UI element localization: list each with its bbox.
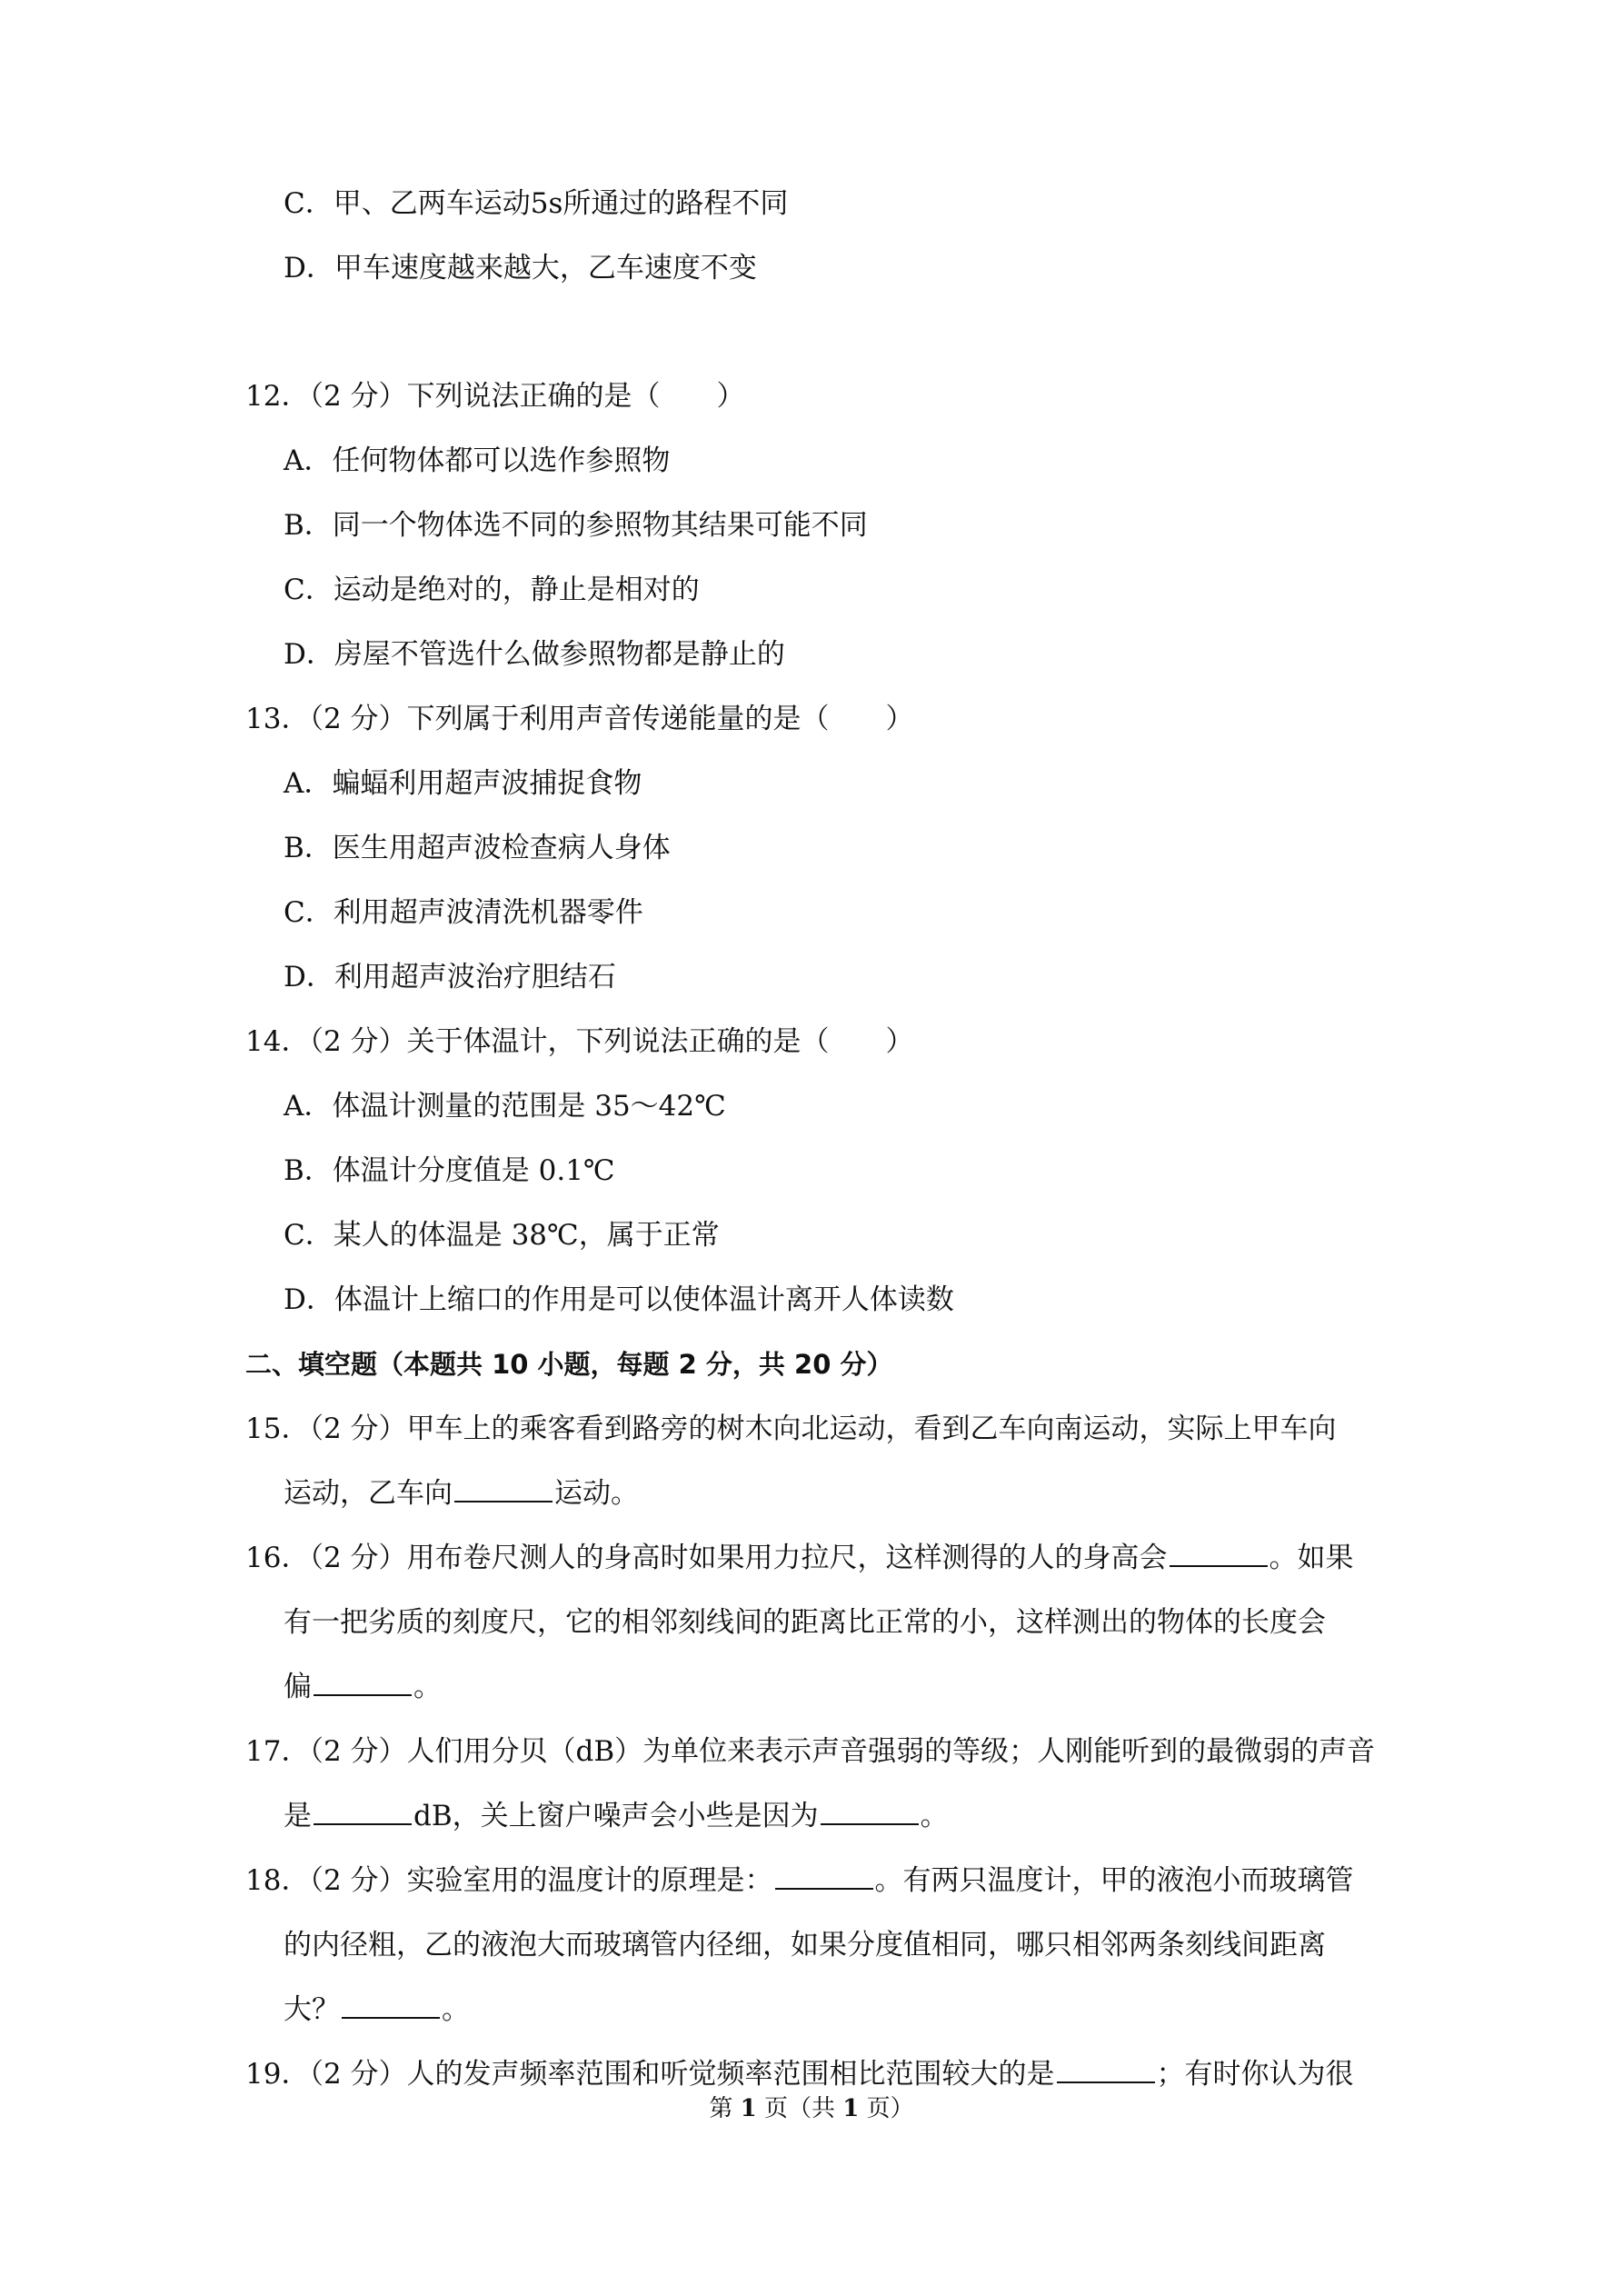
q16-text-c: 偏 bbox=[284, 1671, 312, 1703]
q15-answer-blank[interactable] bbox=[454, 1473, 553, 1502]
q14-option-b: B．体温计分度值是 0.1℃ bbox=[284, 1154, 615, 1187]
q13-stem: 13．（2 分）下列属于利用声音传递能量的是（ ） bbox=[245, 703, 914, 735]
q11-option-d-text: 甲车速度越来越大，乙车速度不变 bbox=[334, 252, 757, 285]
q17-answer-blank-2[interactable] bbox=[821, 1796, 919, 1825]
q18-answer-blank-1[interactable] bbox=[775, 1861, 873, 1890]
q14-stem: 14．（2 分）关于体温计，下列说法正确的是（ ） bbox=[245, 1025, 914, 1058]
q11-option-d bbox=[284, 248, 757, 288]
q15-line-2 bbox=[284, 1473, 639, 1513]
q17-line-2 bbox=[284, 1796, 949, 1836]
q17-line-1: 17．（2 分）人们用分贝（dB）为单位来表示声音强弱的等级；人刚能听到的最微弱的声音 bbox=[245, 1735, 1376, 1768]
q15-text-a: 运动，乙车向 bbox=[284, 1477, 453, 1510]
q16-answer-blank-1[interactable] bbox=[1170, 1538, 1268, 1567]
q16-text-d: 。 bbox=[413, 1671, 442, 1703]
q18-text-b: 。有两只温度计，甲的液泡小而玻璃管 bbox=[874, 1864, 1354, 1897]
section-2-title: 二、填空题（本题共 10 小题，每题 2 分，共 20 分） bbox=[245, 1349, 893, 1380]
q17-answer-blank-1[interactable] bbox=[314, 1796, 412, 1825]
q16-text-a: 16．（2 分）用布卷尺测人的身高时如果用力拉尺，这样测得的人的身高会 bbox=[245, 1542, 1168, 1574]
q16-line-3 bbox=[284, 1667, 442, 1707]
q18-text-d: 。 bbox=[442, 1993, 470, 2026]
q19-text-b: ；有时你认为很 bbox=[1156, 2058, 1354, 2091]
q18-answer-blank-2[interactable] bbox=[342, 1990, 440, 2019]
q11-option-d-letter: D． bbox=[284, 252, 334, 285]
q18-line-1 bbox=[245, 1861, 1354, 1901]
footer-middle: 页（共 bbox=[763, 2095, 835, 2122]
q12-stem: 12．（2 分）下列说法正确的是（ ） bbox=[245, 380, 745, 413]
q13-option-a: A．蝙蝠利用超声波捕捉食物 bbox=[284, 767, 642, 800]
q11-option-c bbox=[284, 184, 788, 224]
q16-text-b: 。如果 bbox=[1269, 1542, 1354, 1574]
q18-line-3 bbox=[284, 1990, 470, 2030]
q12-option-a: A．任何物体都可以选作参照物 bbox=[284, 444, 671, 477]
q13-option-b: B．医生用超声波检查病人身体 bbox=[284, 832, 671, 864]
q13-option-d: D．利用超声波治疗胆结石 bbox=[284, 961, 616, 993]
q12-option-b: B．同一个物体选不同的参照物其结果可能不同 bbox=[284, 509, 868, 542]
q11-option-c-text: 甲、乙两车运动5s所通过的路程不同 bbox=[333, 187, 789, 220]
q17-text-b: dB，关上窗户噪声会小些是因为 bbox=[413, 1800, 819, 1832]
q12-option-c: C．运动是绝对的，静止是相对的 bbox=[284, 574, 700, 606]
q18-line-2: 的内径粗，乙的液泡大而玻璃管内径细，如果分度值相同，哪只相邻两条刻线间距离 bbox=[284, 1929, 1326, 1962]
q16-line-2: 有一把劣质的刻度尺，它的相邻刻线间的距离比正常的小，这样测出的物体的长度会 bbox=[284, 1606, 1326, 1639]
q16-answer-blank-2[interactable] bbox=[314, 1667, 412, 1696]
footer-total-pages: 1 bbox=[842, 2095, 860, 2122]
q19-answer-blank-1[interactable] bbox=[1057, 2054, 1155, 2083]
q17-text-a: 是 bbox=[284, 1800, 312, 1832]
q11-option-c-letter: C． bbox=[284, 187, 334, 220]
footer-prefix: 第 bbox=[709, 2095, 733, 2122]
q13-option-c: C．利用超声波清洗机器零件 bbox=[284, 896, 643, 929]
q15-line-1: 15．（2 分）甲车上的乘客看到路旁的树木向北运动，看到乙车向南运动，实际上甲车向 bbox=[245, 1413, 1337, 1445]
q12-option-d: D．房屋不管选什么做参照物都是静止的 bbox=[284, 638, 785, 671]
footer-suffix: 页） bbox=[866, 2095, 914, 2122]
q16-line-1 bbox=[245, 1538, 1354, 1578]
q19-text-a: 19．（2 分）人的发声频率范围和听觉频率范围相比范围较大的是 bbox=[245, 2058, 1055, 2091]
q18-text-c: 大？ bbox=[284, 1993, 340, 2026]
q14-option-c: C．某人的体温是 38℃，属于正常 bbox=[284, 1219, 720, 1252]
page-footer bbox=[0, 2092, 1623, 2125]
q14-option-a: A．体温计测量的范围是 35～42℃ bbox=[284, 1090, 726, 1123]
q14-option-d: D．体温计上缩口的作用是可以使体温计离开人体读数 bbox=[284, 1283, 954, 1316]
q17-text-c: 。 bbox=[920, 1800, 949, 1832]
q18-text-a: 18．（2 分）实验室用的温度计的原理是： bbox=[245, 1864, 773, 1897]
q19-line-1 bbox=[245, 2054, 1354, 2094]
q15-text-b: 运动。 bbox=[554, 1477, 639, 1510]
footer-page-number: 1 bbox=[740, 2095, 757, 2122]
